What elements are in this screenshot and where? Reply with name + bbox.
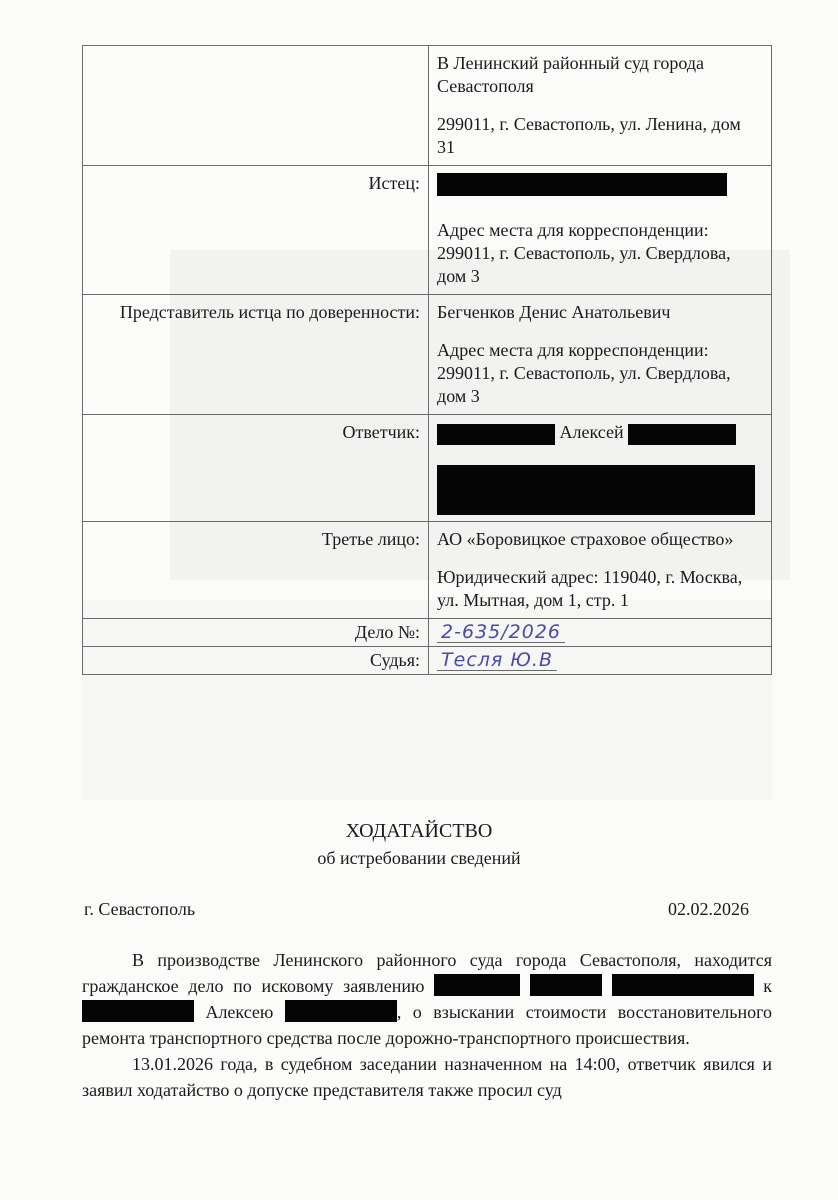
third-party-name: АО «Боровицкое страховое общество» (437, 528, 734, 549)
paragraph-1: В производстве Ленинского районного суда города Севастополя, находится гражданское дело по исковому заявлению к Алексею , о взыскании стоимости восстановительного ремонта транспортного средства после дорожно-транспортного происшествия. (82, 950, 773, 1048)
redaction-bar (82, 1000, 194, 1022)
judge-name-handwritten: Тесля Ю.В (437, 650, 557, 671)
redaction-bar (437, 424, 555, 445)
redaction-bar (530, 974, 602, 996)
redaction-bar (612, 974, 754, 996)
third-party-address: Юридический адрес: 119040, г. Москва, ул. Мытная, дом 1, стр. 1 (437, 566, 743, 610)
plaintiff-label: Истец: (83, 166, 429, 295)
court-address: 299011, г. Севастополь, ул. Ленина, дом 31 (437, 114, 741, 157)
judge-label: Судья: (83, 646, 429, 674)
document-subtitle: об истребовании сведений (317, 848, 521, 868)
defendant-first-name: Алексей (559, 422, 624, 443)
representative-address: 299011, г. Севастополь, ул. Свердлова, дом 3 (437, 363, 731, 407)
redaction-block (437, 465, 755, 515)
defendant-label: Ответчик: (83, 415, 429, 521)
representative-row (83, 295, 772, 415)
plaintiff-address-label: Адрес места для корреспонденции: (437, 220, 709, 241)
court-row (83, 46, 772, 166)
judge-row (83, 646, 772, 674)
court-name: В Ленинский районный суд города Севастополя (437, 53, 704, 96)
redaction-bar (434, 974, 520, 996)
third-party-label: Третье лицо: (83, 521, 429, 618)
document-date: 02.02.2026 (668, 899, 749, 919)
representative-address-label: Адрес места для корреспонденции: (437, 340, 709, 361)
defendant-row (83, 415, 772, 521)
body-text (82, 947, 772, 1103)
header-table (82, 45, 772, 675)
case-row (83, 618, 772, 646)
redaction-bar (437, 173, 727, 196)
representative-label: Представитель истца по доверенности: (83, 295, 429, 415)
case-label: Дело №: (83, 618, 429, 646)
case-number-handwritten: 2-635/2026 (437, 622, 565, 643)
document-title: ХОДАТАЙСТВО (345, 820, 493, 842)
third-party-row (83, 521, 772, 618)
plaintiff-row (83, 166, 772, 295)
document-city: г. Севастополь (84, 899, 196, 919)
redaction-bar (285, 1000, 397, 1022)
representative-name: Бегченков Денис Анатольевич (437, 302, 671, 323)
plaintiff-address: 299011, г. Севастополь, ул. Свердлова, дом 3 (437, 243, 731, 287)
paragraph-2: 13.01.2026 года, в судебном заседании назначенном на 14:00, ответчик явился и заявил ходатайство о допуске представителя также просил суд (82, 1054, 772, 1100)
redaction-bar (628, 424, 736, 445)
